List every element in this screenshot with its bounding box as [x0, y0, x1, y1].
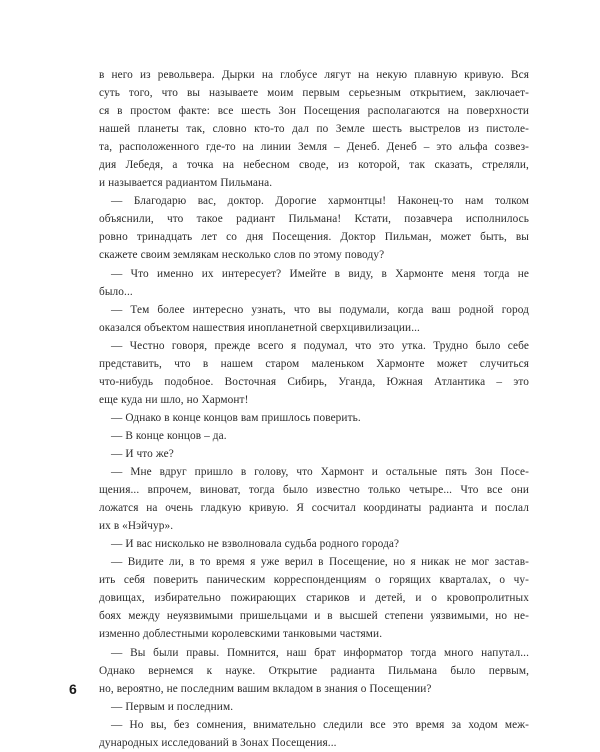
text-line: нашей планеты так, словно кто-то дал по Земле шесть выстрелов из пистоле- — [99, 123, 529, 136]
text-line: та, расположенного где-то на линии Земля – Денеб. Денеб – это альфа созвез- — [99, 141, 529, 154]
text-line: было... — [99, 285, 133, 298]
text-line: оказался объектом нашествия инопланетной сверхцивилизации... — [99, 321, 420, 334]
text-line: но, вероятно, не последним вашим вкладом в знания о Посещении? — [99, 682, 432, 695]
text-line: — Честно говоря, прежде всего я подумал, что это утка. Трудно было себе — [111, 339, 529, 352]
text-line: — Что именно их интересует? Имейте в виду, в Хармонте меня тогда не — [111, 267, 529, 280]
text-line: скажете своим землякам несколько слов по этому поводу? — [99, 249, 385, 262]
text-line: — Мне вдруг пришло в голову, что Хармонт и остальные пять Зон Посе- — [111, 466, 529, 479]
text-line: — Тем более интересно узнать, что вы подумали, когда ваш родной город — [111, 303, 529, 316]
text-line: щения... впрочем, виноват, тогда было известно только четыре... Что все они — [99, 484, 529, 497]
text-line: — В конце концов – да. — [111, 429, 227, 442]
text-line: их в «Нэйчур». — [99, 520, 174, 533]
text-line: и называется радиантом Пильмана. — [99, 177, 273, 190]
text-line: — Однако в конце концов вам пришлось поверить. — [111, 411, 361, 424]
text-line: — Но вы, без сомнения, внимательно следили все это время за ходом меж- — [111, 718, 529, 731]
text-line: Однако вернемся к науке. Открытие радианта Пильмана было первым, — [99, 664, 529, 677]
text-line: ся в простом факте: все шесть Зон Посещения располагаются на поверхности — [99, 105, 529, 118]
text-line: — Первым и последним. — [111, 700, 234, 713]
text-line: еще куда ни шло, но Хармонт! — [99, 393, 249, 406]
text-line: изменно доблестными королевскими танковыми частями. — [99, 628, 383, 641]
text-line: — Видите ли, в то время я уже верил в Посещение, но я никак не мог застав- — [111, 556, 529, 569]
text-line: ить себя поверить паническим корреспонденциям о горящих кварталах, о чу- — [99, 574, 529, 587]
text-line: объяснили, что такое радиант Пильмана! Кстати, позавчера исполнилось — [99, 213, 529, 226]
text-line: в него из револьвера. Дырки на глобусе лягут на некую плавную кривую. Вся — [99, 69, 529, 81]
text-line: ложатся на очень гладкую кривую. Я сосчитал координаты радианта и послал — [99, 502, 529, 515]
page-number: 6 — [69, 681, 77, 697]
text-line: — Благодарю вас, доктор. Дорогие хармонтцы! Наконец-то нам толком — [111, 195, 529, 208]
text-line: дия Лебедя, а точка на небесном своде, из которой, так сказать, стреляли, — [99, 159, 529, 172]
text-line: боях между неуязвимыми пришельцами и в высшей степени уязвимыми, но не- — [99, 610, 529, 623]
text-line: — И что же? — [111, 447, 174, 460]
body-text — [99, 66, 529, 752]
text-line: довищах, избирательно пожирающих стариков и детей, и о кровопролитных — [99, 592, 529, 605]
text-line: что-нибудь подобное. Восточная Сибирь, Уганда, Южная Атлантика – это — [99, 375, 529, 388]
text-line: — Вы были правы. Помнится, наш брат информатор тогда много напутал... — [111, 646, 529, 659]
text-line: суть того, что вы называете моим первым серьезным открытием, заключает- — [99, 87, 529, 100]
text-line: дународных исследований в Зонах Посещения... — [99, 736, 337, 749]
text-line: представить, что в нашем старом маленьком Хармонте может случиться — [99, 357, 529, 370]
text-line: — И вас нисколько не взволновала судьба родного города? — [111, 538, 400, 551]
text-line: ровно тринадцать лет со дня Посещения. Доктор Пильман, может быть, вы — [99, 231, 529, 244]
